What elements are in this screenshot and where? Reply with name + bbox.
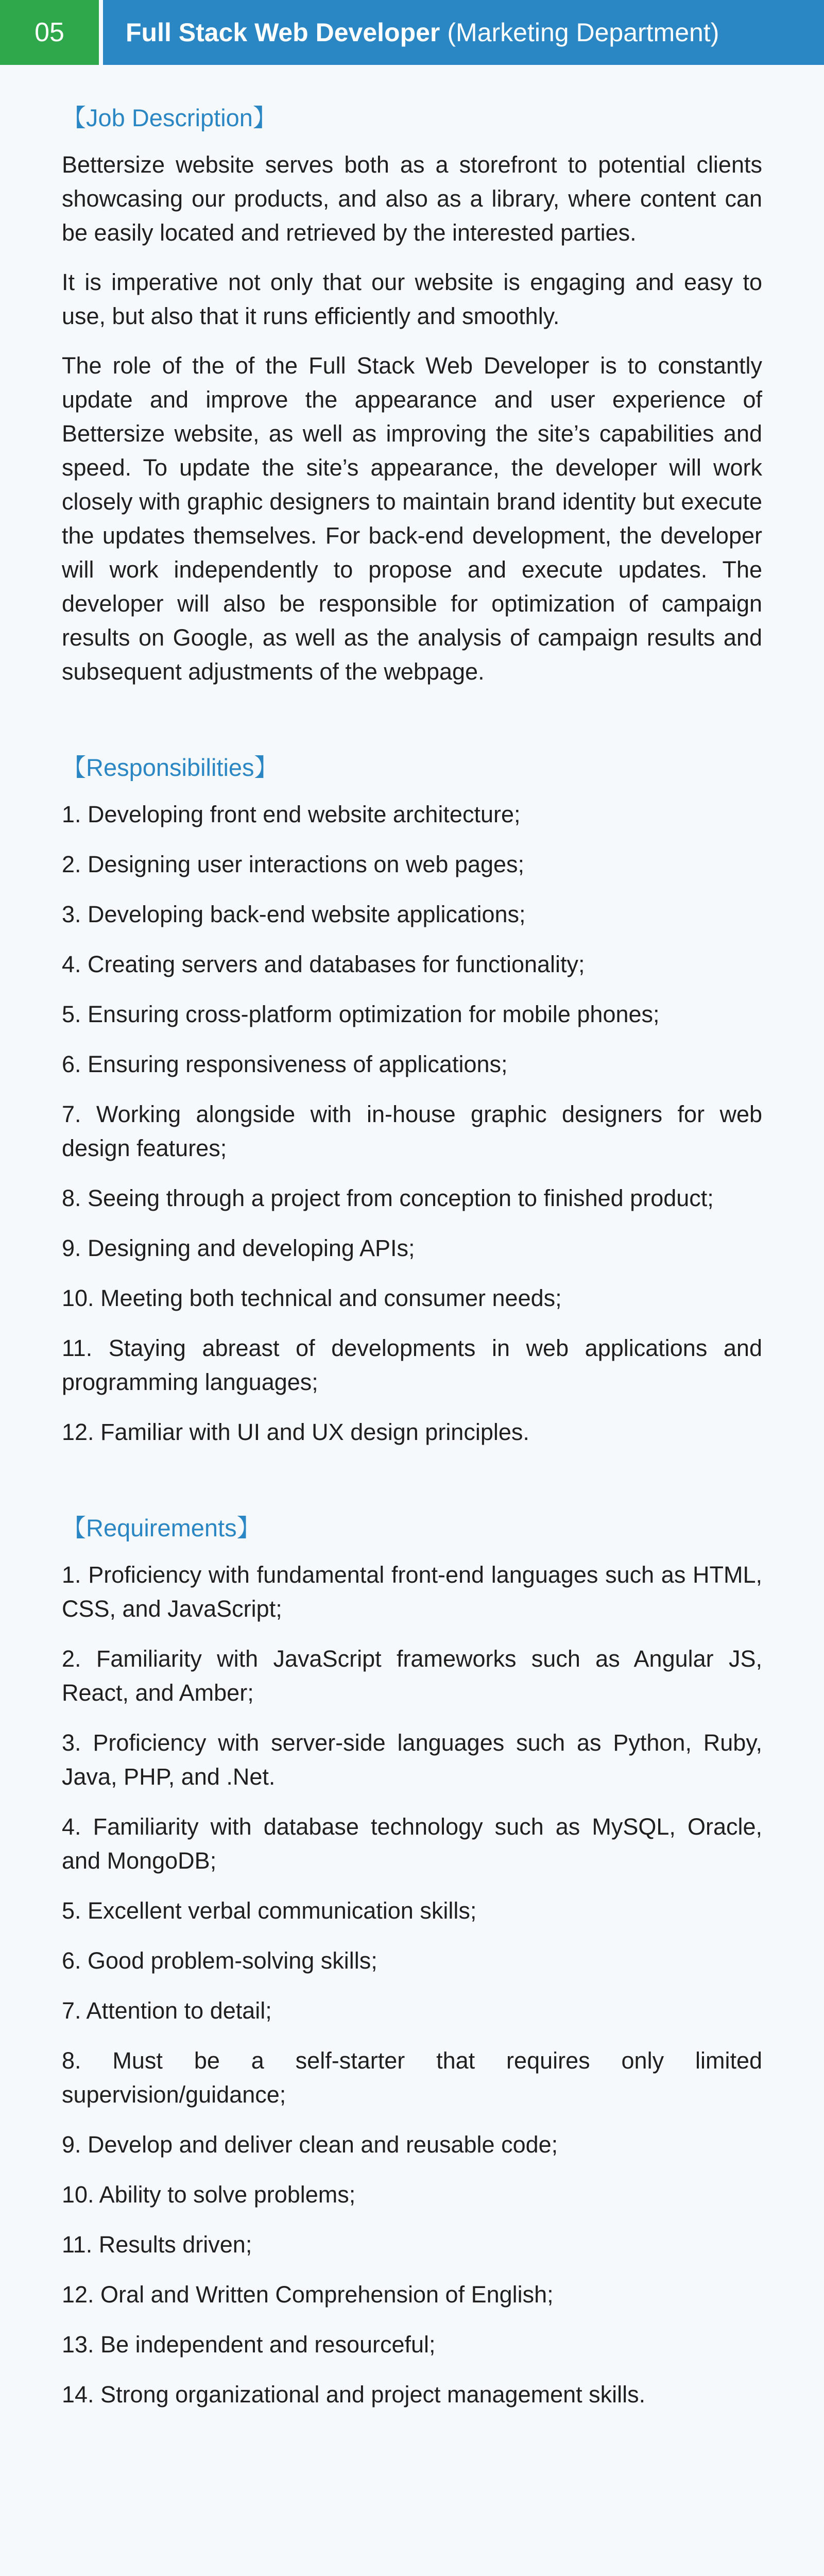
requirement-item: 10. Ability to solve problems;: [62, 2181, 356, 2208]
requirement-item: 9. Develop and deliver clean and reusable code;: [62, 2131, 558, 2158]
requirement-item: 3. Proficiency with server-side languages such as Python, Ruby, Java, PHP, and .Net.: [62, 1730, 762, 1790]
responsibility-item: 4. Creating servers and databases for functionality;: [62, 951, 585, 977]
requirements-section: [62, 1509, 762, 2412]
requirement-item: 13. Be independent and resourceful;: [62, 2331, 436, 2358]
job-header: [0, 0, 824, 65]
description-paragraph: Bettersize website serves both as a storefront to potential clients showcasing our products, and also as a library, where content can be easily located and retrieved by the interested parties.: [62, 151, 762, 246]
requirement-item: 2. Familiarity with JavaScript frameworks such as Angular JS, React, and Amber;: [62, 1646, 762, 1706]
requirement-item: 1. Proficiency with fundamental front-end languages such as HTML, CSS, and JavaScript;: [62, 1562, 762, 1622]
description-paragraph: It is imperative not only that our website is engaging and easy to use, but also that it runs efficiently and smoothly.: [62, 269, 762, 329]
responsibility-item: 3. Developing back-end website applications;: [62, 901, 526, 927]
responsibility-item: 12. Familiar with UI and UX design principles.: [62, 1419, 529, 1445]
department-label: (Marketing Department): [447, 18, 719, 47]
requirement-item: 11. Results driven;: [62, 2231, 252, 2258]
requirement-item: 7. Attention to detail;: [62, 1997, 272, 2024]
job-number-badge: 05: [0, 0, 99, 65]
job-title-bar: [103, 0, 824, 65]
responsibility-item: 1. Developing front end website architecture;: [62, 801, 521, 827]
requirement-item: 6. Good problem-solving skills;: [62, 1947, 377, 1974]
responsibility-item: 9. Designing and developing APIs;: [62, 1235, 415, 1261]
responsibility-item: 7. Working alongside with in-house graphic designers for web design features;: [62, 1101, 762, 1161]
requirements-heading: 【Requirements】: [62, 1514, 261, 1541]
job-description-heading: 【Job Description】: [62, 104, 277, 131]
responsibility-item: 8. Seeing through a project from conception to finished product;: [62, 1185, 714, 1211]
job-title: Full Stack Web Developer: [126, 18, 440, 47]
requirement-item: 12. Oral and Written Comprehension of English;: [62, 2281, 554, 2308]
requirement-item: 14. Strong organizational and project management skills.: [62, 2381, 646, 2408]
responsibility-item: 5. Ensuring cross-platform optimization for mobile phones;: [62, 1001, 660, 1027]
responsibility-item: 2. Designing user interactions on web pages;: [62, 851, 525, 877]
responsibilities-heading: 【Responsibilities】: [62, 754, 279, 781]
requirement-item: 8. Must be a self-starter that requires only limited supervision/guidance;: [62, 2047, 762, 2108]
responsibilities-section: [62, 749, 762, 1449]
job-content: [0, 65, 824, 2412]
requirement-item: 5. Excellent verbal communication skills;: [62, 1897, 477, 1924]
responsibility-item: 10. Meeting both technical and consumer needs;: [62, 1285, 562, 1311]
responsibility-item: 6. Ensuring responsiveness of applications;: [62, 1051, 508, 1077]
description-paragraph: The role of the of the Full Stack Web Developer is to constantly update and improve the appearance and user experience of Bettersize website, as well as improving the site’s capabilities and speed. To update the site’s appearance, the developer will work closely with graphic designers to maintain brand identity but execute the updates themselves. For back-end development, the developer will work independently to propose and execute updates. The developer will also be responsible for optimization of campaign results on Google, as well as the analysis of campaign results and subsequent adjustments of the webpage.: [62, 352, 762, 685]
requirement-item: 4. Familiarity with database technology such as MySQL, Oracle, and MongoDB;: [62, 1814, 762, 1874]
responsibility-item: 11. Staying abreast of developments in web applications and programming languages;: [62, 1335, 762, 1395]
job-description-section: [62, 99, 762, 689]
